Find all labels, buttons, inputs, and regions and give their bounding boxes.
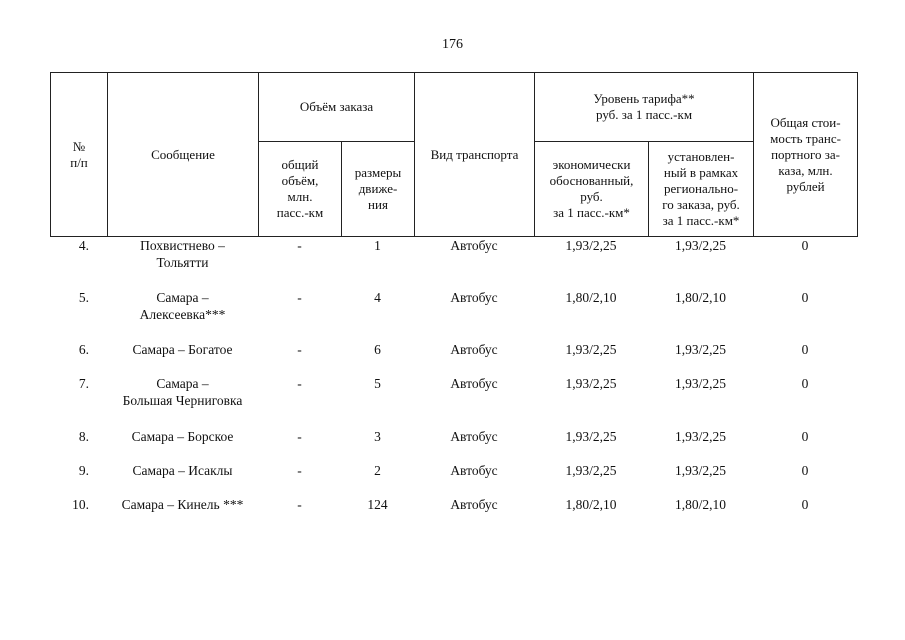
cell-established: 1,93/2,25 xyxy=(674,463,726,478)
cell-cost: 0 xyxy=(801,376,809,391)
cell-route: Самара – Кинель *** xyxy=(121,497,244,512)
cell-cost: 0 xyxy=(801,463,809,478)
cell-transport: Автобус xyxy=(450,342,498,357)
cell-size: 6 xyxy=(374,342,381,357)
header-traffic-size: размеры движе- ния xyxy=(342,142,415,237)
cell-established: 1,93/2,25 xyxy=(674,342,726,357)
cell-volume: - xyxy=(297,429,302,444)
header-transport-type: Вид транспорта xyxy=(415,73,535,237)
header-total-volume: общий объём, млн. пасс.-км xyxy=(259,142,342,237)
cell-num: 8. xyxy=(78,429,89,444)
cell-established: 1,80/2,10 xyxy=(674,290,726,305)
table-row xyxy=(50,341,857,375)
cell-num: 6. xyxy=(78,342,89,357)
header-total-cost: Общая стои- мость транс- портного за- каза, млн. рублей xyxy=(754,73,858,237)
header-order-volume: Объём заказа xyxy=(259,73,415,142)
cell-economic: 1,93/2,25 xyxy=(565,238,617,253)
cell-cost: 0 xyxy=(801,238,809,253)
cell-transport: Автобус xyxy=(450,238,498,253)
cell-size: 3 xyxy=(374,429,381,444)
cell-transport: Автобус xyxy=(450,290,498,305)
cell-num: 7. xyxy=(78,376,89,391)
cell-economic: 1,93/2,25 xyxy=(565,342,617,357)
table-row xyxy=(50,428,857,462)
table-row xyxy=(50,237,857,289)
cell-volume: - xyxy=(297,342,302,357)
cell-economic: 1,93/2,25 xyxy=(565,463,617,478)
cell-volume: - xyxy=(297,463,302,478)
cell-cost: 0 xyxy=(801,342,809,357)
cell-established: 1,93/2,25 xyxy=(674,376,726,391)
cell-transport: Автобус xyxy=(450,376,498,391)
table-row xyxy=(50,462,857,496)
cell-volume: - xyxy=(297,238,302,253)
table-row xyxy=(50,289,857,341)
cell-economic: 1,80/2,10 xyxy=(565,497,617,512)
cell-cost: 0 xyxy=(801,497,809,512)
cell-route: Самара – Исаклы xyxy=(132,463,233,478)
cell-established: 1,93/2,25 xyxy=(674,429,726,444)
cell-num: 10. xyxy=(72,497,89,512)
cell-cost: 0 xyxy=(801,290,809,305)
table-row xyxy=(50,496,857,530)
cell-volume: - xyxy=(297,290,302,305)
cell-num: 5. xyxy=(78,290,89,305)
cell-transport: Автобус xyxy=(450,463,498,478)
cell-volume: - xyxy=(297,497,302,512)
cell-cost: 0 xyxy=(801,429,809,444)
cell-size: 4 xyxy=(374,290,381,305)
header-message: Сообщение xyxy=(108,73,259,237)
cell-size: 5 xyxy=(374,376,381,391)
cell-size: 124 xyxy=(367,497,388,512)
cell-num: 9. xyxy=(78,463,89,478)
cell-size: 1 xyxy=(374,238,381,253)
cell-economic: 1,93/2,25 xyxy=(565,429,617,444)
cell-route: Самара – Богатое xyxy=(132,342,233,357)
cell-economic: 1,80/2,10 xyxy=(565,290,617,305)
page-number: 176 xyxy=(442,37,463,52)
cell-volume: - xyxy=(297,376,302,391)
cell-size: 2 xyxy=(374,463,381,478)
header-economic: экономически обоснованный, руб. за 1 пасс.-км* xyxy=(535,142,649,237)
cell-route: Самара – Алексеевка*** xyxy=(139,290,226,322)
cell-route: Самара – Борское xyxy=(131,429,234,444)
cell-num: 4. xyxy=(78,238,89,253)
cell-route: Самара – Большая Черниговка xyxy=(122,376,243,408)
cell-route: Похвистнево – Тольятти xyxy=(140,238,225,270)
cell-transport: Автобус xyxy=(450,497,498,512)
cell-transport: Автобус xyxy=(450,429,498,444)
header-tariff-level: Уровень тарифа** руб. за 1 пасс.-км xyxy=(535,73,754,142)
header-num: № п/п xyxy=(51,73,108,237)
table-header xyxy=(50,72,858,237)
cell-established: 1,93/2,25 xyxy=(674,238,726,253)
cell-established: 1,80/2,10 xyxy=(674,497,726,512)
cell-economic: 1,93/2,25 xyxy=(565,376,617,391)
table-row xyxy=(50,375,857,428)
table-body xyxy=(50,237,857,530)
header-established: установлен- ный в рамках регионально- го заказа, руб. за 1 пасс.-км* xyxy=(649,142,754,237)
